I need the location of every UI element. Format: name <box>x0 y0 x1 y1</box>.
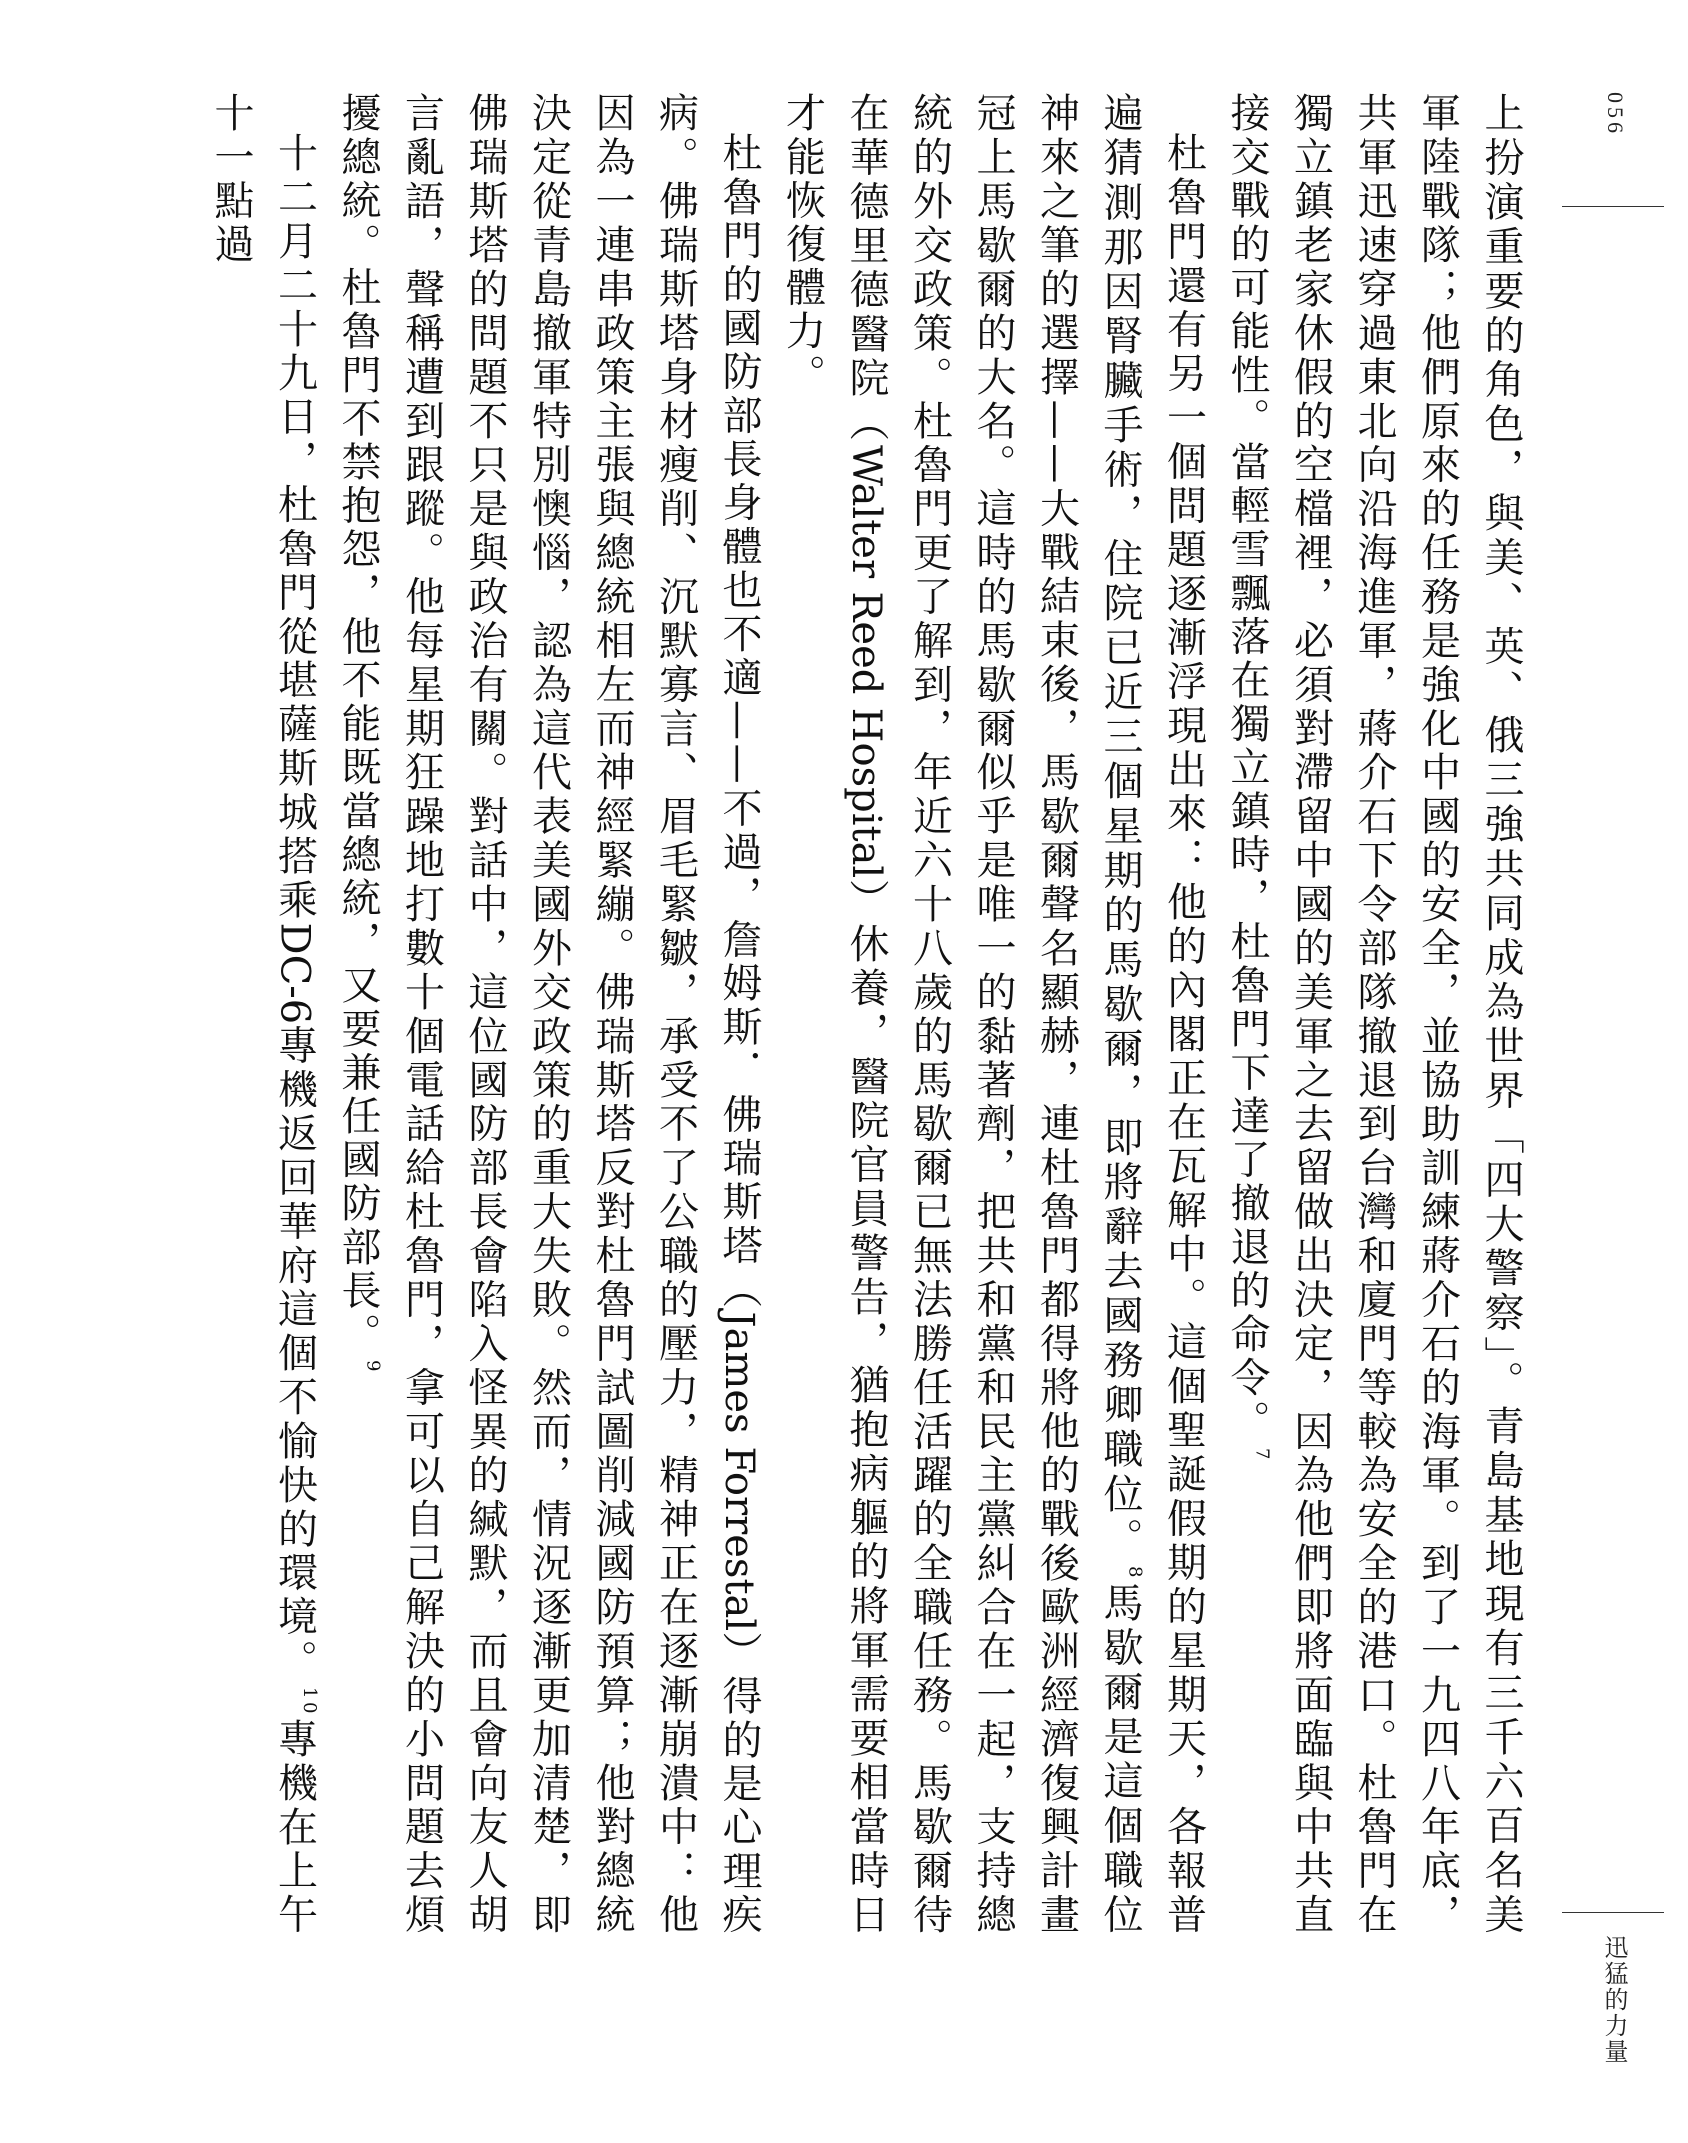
page-number: 056 <box>1603 92 1628 137</box>
top-rule-divider <box>1562 206 1664 207</box>
paragraph-3 <box>326 92 771 1937</box>
paragraph-3-text-b: ）得的是心理疾病。佛瑞斯塔身材瘦削、沉默寡言、眉毛緊皺，承受不了公職的壓力，精神正在逐漸崩潰中：他因為一連串政策主張與總統相左而神經緊繃。佛瑞斯塔反對杜魯門試圖削減國防預算；他對總統決定從青島撤軍特別懊惱，認為這代表美國外交政策的重大失敗。然而，情況逐漸更加清楚，即佛瑞斯塔的問題不只是與政治有關。對話中，這位國防部長會陷入怪異的緘默，而且會向友人胡言亂語，聲稱遭到跟蹤。他每星期狂躁地打數十個電話給杜魯門，拿可以自己解決的小問題去煩擾總統。杜魯門不禁抱怨，他不能既當總統，又要兼任國防部長。 <box>335 92 762 1938</box>
paragraph-1 <box>1215 92 1533 1937</box>
dc6-aircraft-name: DC-6 <box>271 922 318 1025</box>
paragraph-2-text-a: 杜魯門還有另一個問題逐漸浮現出來：他的內閣正在瓦解中。這個聖誕假期的星期天，各報普遍猜測那因腎臟手術，住院已近三個星期的馬歇爾，即將辭去國務卿職位。 <box>1097 92 1207 1937</box>
footnote-marker-9: 9 <box>362 1360 384 1376</box>
paragraph-4 <box>199 92 326 1937</box>
paragraph-2-text-c: ）休養，醫院官員警告，猶抱病軀的將軍需要相當時日才能恢復體力。 <box>779 92 889 1937</box>
paragraph-2 <box>770 92 1215 1937</box>
walter-reed-hospital-name: Walter Reed Hospital <box>843 444 889 879</box>
body-text <box>208 92 1532 1938</box>
paragraph-4-text-b: 專機返回華府這個不愉快的環境。 <box>271 1024 318 1684</box>
footnote-marker-10: 10 <box>298 1687 320 1718</box>
paragraph-4-text-c: 專機在上午十一點過 <box>208 92 318 1938</box>
paragraph-2-text-b: 馬歇爾是這個職位神來之筆的選擇——大戰結束後，馬歇爾聲名顯赫，連杜魯門都得將他的戰後歐洲經濟復興計畫冠上馬歇爾的大名。這時的馬歇爾似乎是唯一的黏著劑，把共和黨和民主黨糾合在一起，支持總統的外交政策。杜魯門更了解到，年近六十八歲的馬歇爾已無法勝任活躍的全職任務。馬歇爾待在華德里德醫院（ <box>843 92 1143 1937</box>
bottom-rule-divider <box>1562 1912 1664 1913</box>
footnote-marker-8: 8 <box>1124 1565 1146 1581</box>
paragraph-1-text: 上扮演重要的角色，與美、英、俄三強共同成為世界「四大警察」。青島基地現有三千六百名美軍陸戰隊；他們原來的任務是強化中國的安全，並協助訓練蔣介石的海軍。到了一九四八年底，共軍迅速穿過東北向沿海進軍，蔣介石下令部隊撤退到台灣和廈門等較為安全的港口。杜魯門在獨立鎮老家休假的空檔裡，必須對滯留中國的美軍之去留做出決定，因為他們即將面臨與中共直接交戰的可能性。當輕雪飄落在獨立鎮時，杜魯門下達了撤退的命令。 <box>1224 92 1524 1937</box>
paragraph-4-text-a: 十二月二十九日，杜魯門從堪薩斯城搭乘 <box>271 132 318 923</box>
footnote-marker-7: 7 <box>1251 1447 1273 1463</box>
running-head-title: 迅猛的力量 <box>1600 1935 1628 2065</box>
james-forrestal-name: James Forrestal <box>716 1311 762 1632</box>
paragraph-3-text-a: 杜魯門的國防部長身體也不適——不過，詹姆斯．佛瑞斯塔（ <box>716 132 762 1312</box>
